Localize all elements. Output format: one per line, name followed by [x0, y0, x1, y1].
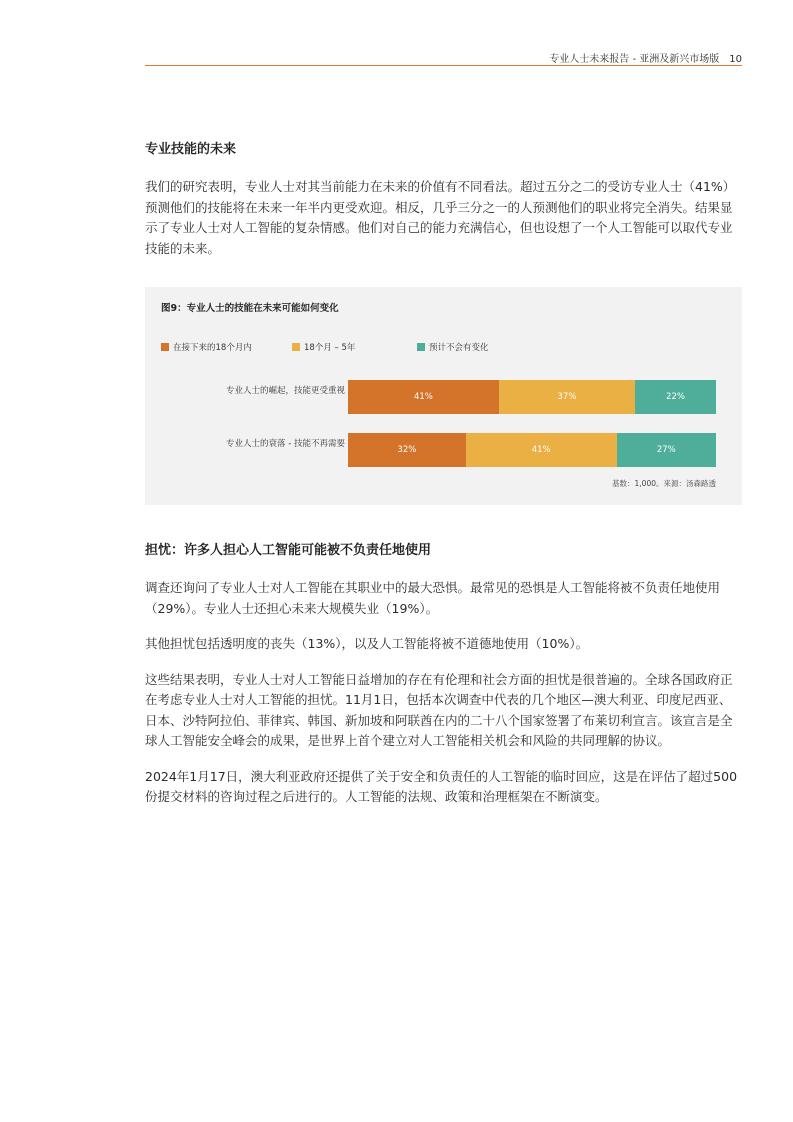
- legend-swatch: [161, 343, 169, 351]
- bar-category-label: 专业人士的崛起，技能更受重视: [225, 386, 345, 396]
- stacked-bar-row: [348, 380, 716, 414]
- legend-label: 18个月 – 5年: [304, 343, 356, 353]
- concerns-paragraph-1: 调查还询问了专业人士对人工智能在其职业中的最大恐惧。最常见的恐惧是人工智能将被不负责任地使用（29%）。专业人士还担心未来大规模失业（19%）。: [145, 580, 721, 616]
- concerns-paragraph-4: 2024年1月17日，澳大利亚政府还提供了关于安全和负责任的人工智能的临时回应，这是在评估了超过500份提交材料的咨询过程之后进行的。人工智能的法规、政策和治理框架在不断演变。: [145, 768, 738, 804]
- bar-segment: 27%: [617, 433, 716, 467]
- stacked-bar-row: [348, 433, 716, 467]
- legend-item-1: [161, 341, 252, 353]
- section-heading-skills: 专业技能的未来: [145, 142, 237, 157]
- skills-paragraph: 我们的研究表明，专业人士对其当前能力在未来的价值有不同看法。超过五分之二的受访专业人士（41%）预测他们的技能将在未来一年半内更受欢迎。相反，几乎三分之一的人预测他们的职业将完全消失。结果显示了专业人士对人工智能的复杂情感。他们对自己的能力充满信心，但也设想了一个人工智能可以取代专业技能的未来。: [145, 179, 736, 256]
- bar-segment: 41%: [348, 380, 499, 414]
- concerns-paragraph-3: 这些结果表明，专业人士对人工智能日益增加的存在有伦理和社会方面的担忧是很普遍的。全球各国政府正在考虑专业人士对人工智能的担忧。11月1日，包括本次调查中代表的几个地区—澳大利亚、印度尼西亚、日本、沙特阿拉伯、菲律宾、韩国、新加坡和阿联酋在内的二十八个国家签署了布莱切利宣言。该宣言是全球人工智能安全峰会的成果，是世界上首个建立对人工智能相关机会和风险的共同理解的协议。: [145, 671, 733, 748]
- legend-label: 在接下来的18个月内: [173, 343, 252, 353]
- page-number: 10: [729, 54, 742, 65]
- bar-segment: 32%: [348, 433, 466, 467]
- legend-label: 预计不会有变化: [429, 343, 489, 353]
- legend-swatch: [292, 343, 300, 351]
- concerns-paragraph-2: 其他担忧包括透明度的丧失（13%），以及人工智能将被不道德地使用（10%）。: [145, 636, 589, 651]
- report-title: 专业人士未来报告 - 亚洲及新兴市场版: [549, 54, 720, 65]
- legend-item-2: [292, 341, 355, 353]
- figure-title: 图9：专业人士的技能在未来可能如何变化: [161, 303, 339, 314]
- header-divider: [145, 65, 742, 66]
- figure-9: [145, 287, 742, 505]
- page-content: [145, 138, 742, 823]
- bar-segment: 37%: [499, 380, 635, 414]
- bar-segment: 41%: [466, 433, 617, 467]
- figure-source-note: 基数：1,000。来源：汤森路透: [612, 479, 716, 488]
- section-heading-concerns: 担忧：许多人担心人工智能可能被不负责任地使用: [145, 543, 432, 558]
- bar-category-label: 专业人士的衰落 - 技能不再需要: [226, 439, 345, 449]
- running-header: [145, 50, 742, 65]
- legend-item-3: [417, 341, 489, 353]
- legend-swatch: [417, 343, 425, 351]
- bar-segment: 22%: [635, 380, 716, 414]
